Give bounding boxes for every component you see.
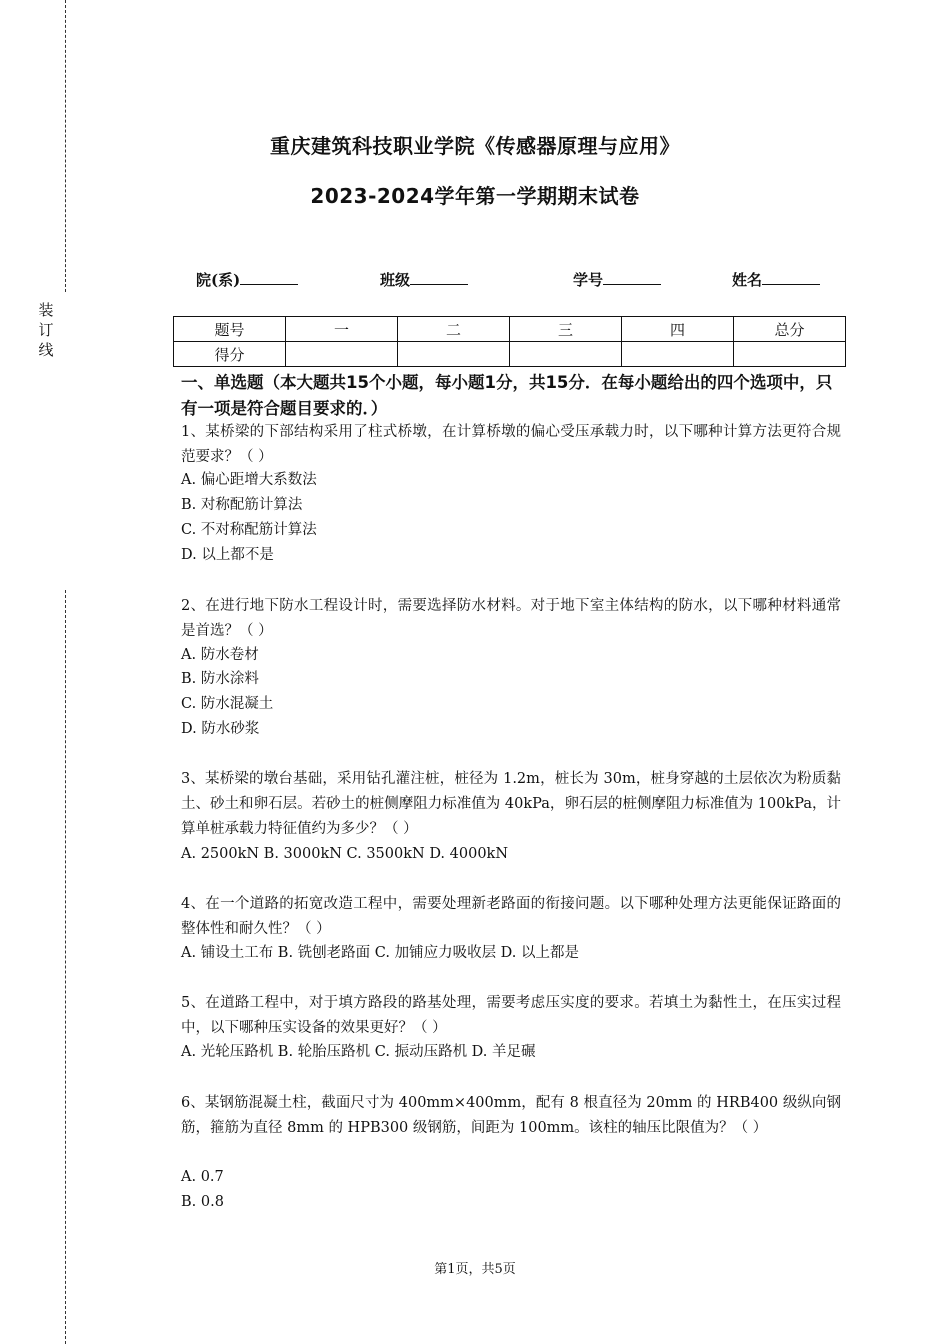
score-table-cell: 题号: [174, 317, 286, 342]
exam-subtitle: 2023-2024学年第一学期期末试卷: [310, 184, 640, 208]
score-entry-cell[interactable]: [398, 342, 510, 367]
exam-title: 重庆建筑科技职业学院《传感器原理与应用》: [270, 134, 680, 158]
section-heading: 一、单选题（本大题共15个小题，每小题1分，共15分．在每小题给出的四个选项中，只有一项是符合题目要求的．）: [181, 373, 833, 418]
page-footer: 第1页，共5页: [434, 1262, 516, 1277]
question-option: B. 对称配筋计算法: [181, 497, 303, 513]
score-entry-cell[interactable]: [510, 342, 622, 367]
score-entry-cell[interactable]: [734, 342, 846, 367]
question-option: A. 光轮压路机 B. 轮胎压路机 C. 振动压路机 D. 羊足碾: [181, 1044, 536, 1060]
binding-line-bottom: [65, 590, 66, 1344]
score-table-cell: 一: [286, 317, 398, 342]
question-option: B. 0.8: [181, 1194, 224, 1210]
score-table: [173, 316, 846, 367]
question-text: 1、某桥梁的下部结构采用了柱式桥墩，在计算桥墩的偏心受压承载力时，以下哪种计算方法更符合规范要求？（ ）: [181, 424, 841, 465]
score-entry-cell[interactable]: [286, 342, 398, 367]
question-text: 4、在一个道路的拓宽改造工程中，需要处理新老路面的衔接问题。以下哪种处理方法更能保证路面的整体性和耐久性？（ ）: [181, 896, 841, 937]
score-entry-cell[interactable]: [622, 342, 734, 367]
question-text: 5、在道路工程中，对于填方路段的路基处理，需要考虑压实度的要求。若填土为黏性土，在压实过程中，以下哪种压实设备的效果更好？（ ）: [181, 995, 841, 1036]
question-option: A. 2500kN B. 3000kN C. 3500kN D. 4000kN: [181, 846, 509, 862]
score-row-label: 得分: [174, 342, 286, 367]
college-field[interactable]: 院(系): [196, 268, 298, 290]
class-blank[interactable]: [410, 268, 468, 285]
score-table-cell: 三: [510, 317, 622, 342]
binding-char: 装: [38, 301, 54, 319]
question-text: 2、在进行地下防水工程设计时，需要选择防水材料。对于地下室主体结构的防水，以下哪种材料通常是首选？（ ）: [181, 598, 841, 639]
binding-label: [36, 300, 56, 360]
name-field[interactable]: 姓名: [732, 268, 820, 290]
question-option: C. 防水混凝土: [181, 696, 274, 712]
score-table-cell: 总分: [734, 317, 846, 342]
question-option: A. 铺设土工布 B. 铣刨老路面 C. 加铺应力吸收层 D. 以上都是: [181, 945, 580, 961]
question-option: A. 偏心距增大系数法: [181, 472, 317, 488]
score-table-header-row: [174, 317, 846, 342]
student-info-row: [0, 268, 950, 292]
question-option: A. 防水卷材: [181, 647, 259, 663]
score-table-score-row: [174, 342, 846, 367]
class-field[interactable]: 班级: [380, 268, 468, 290]
question-text: 3、某桥梁的墩台基础，采用钻孔灌注桩，桩径为 1.2m，桩长为 30m，桩身穿越的土层依次为粉质黏土、砂土和卵石层。若砂土的桩侧摩阻力标准值为 40kPa，卵石层的桩侧摩阻力标准值为 100kPa，计算单桩承载力特征值约为多少？（ ）: [181, 771, 841, 837]
question-option: B. 防水涂料: [181, 671, 259, 687]
score-table-cell: 二: [398, 317, 510, 342]
binding-char: 订: [38, 321, 54, 339]
name-blank[interactable]: [762, 268, 820, 285]
question-option: A. 0.7: [181, 1169, 224, 1185]
question-option: D. 防水砂浆: [181, 721, 260, 737]
college-blank[interactable]: [240, 268, 298, 285]
student-id-blank[interactable]: [603, 268, 661, 285]
question-text: 6、某钢筋混凝土柱，截面尺寸为 400mm×400mm，配有 8 根直径为 20mm 的 HRB400 级纵向钢筋，箍筋为直径 8mm 的 HPB300 级钢筋，间距为 100mm。该柱的轴压比限值为？（ ）: [181, 1095, 841, 1136]
binding-char: 线: [38, 341, 54, 359]
student-id-field[interactable]: 学号: [573, 268, 661, 290]
question-option: C. 不对称配筋计算法: [181, 522, 317, 538]
question-option: D. 以上都不是: [181, 547, 274, 563]
score-table-cell: 四: [622, 317, 734, 342]
